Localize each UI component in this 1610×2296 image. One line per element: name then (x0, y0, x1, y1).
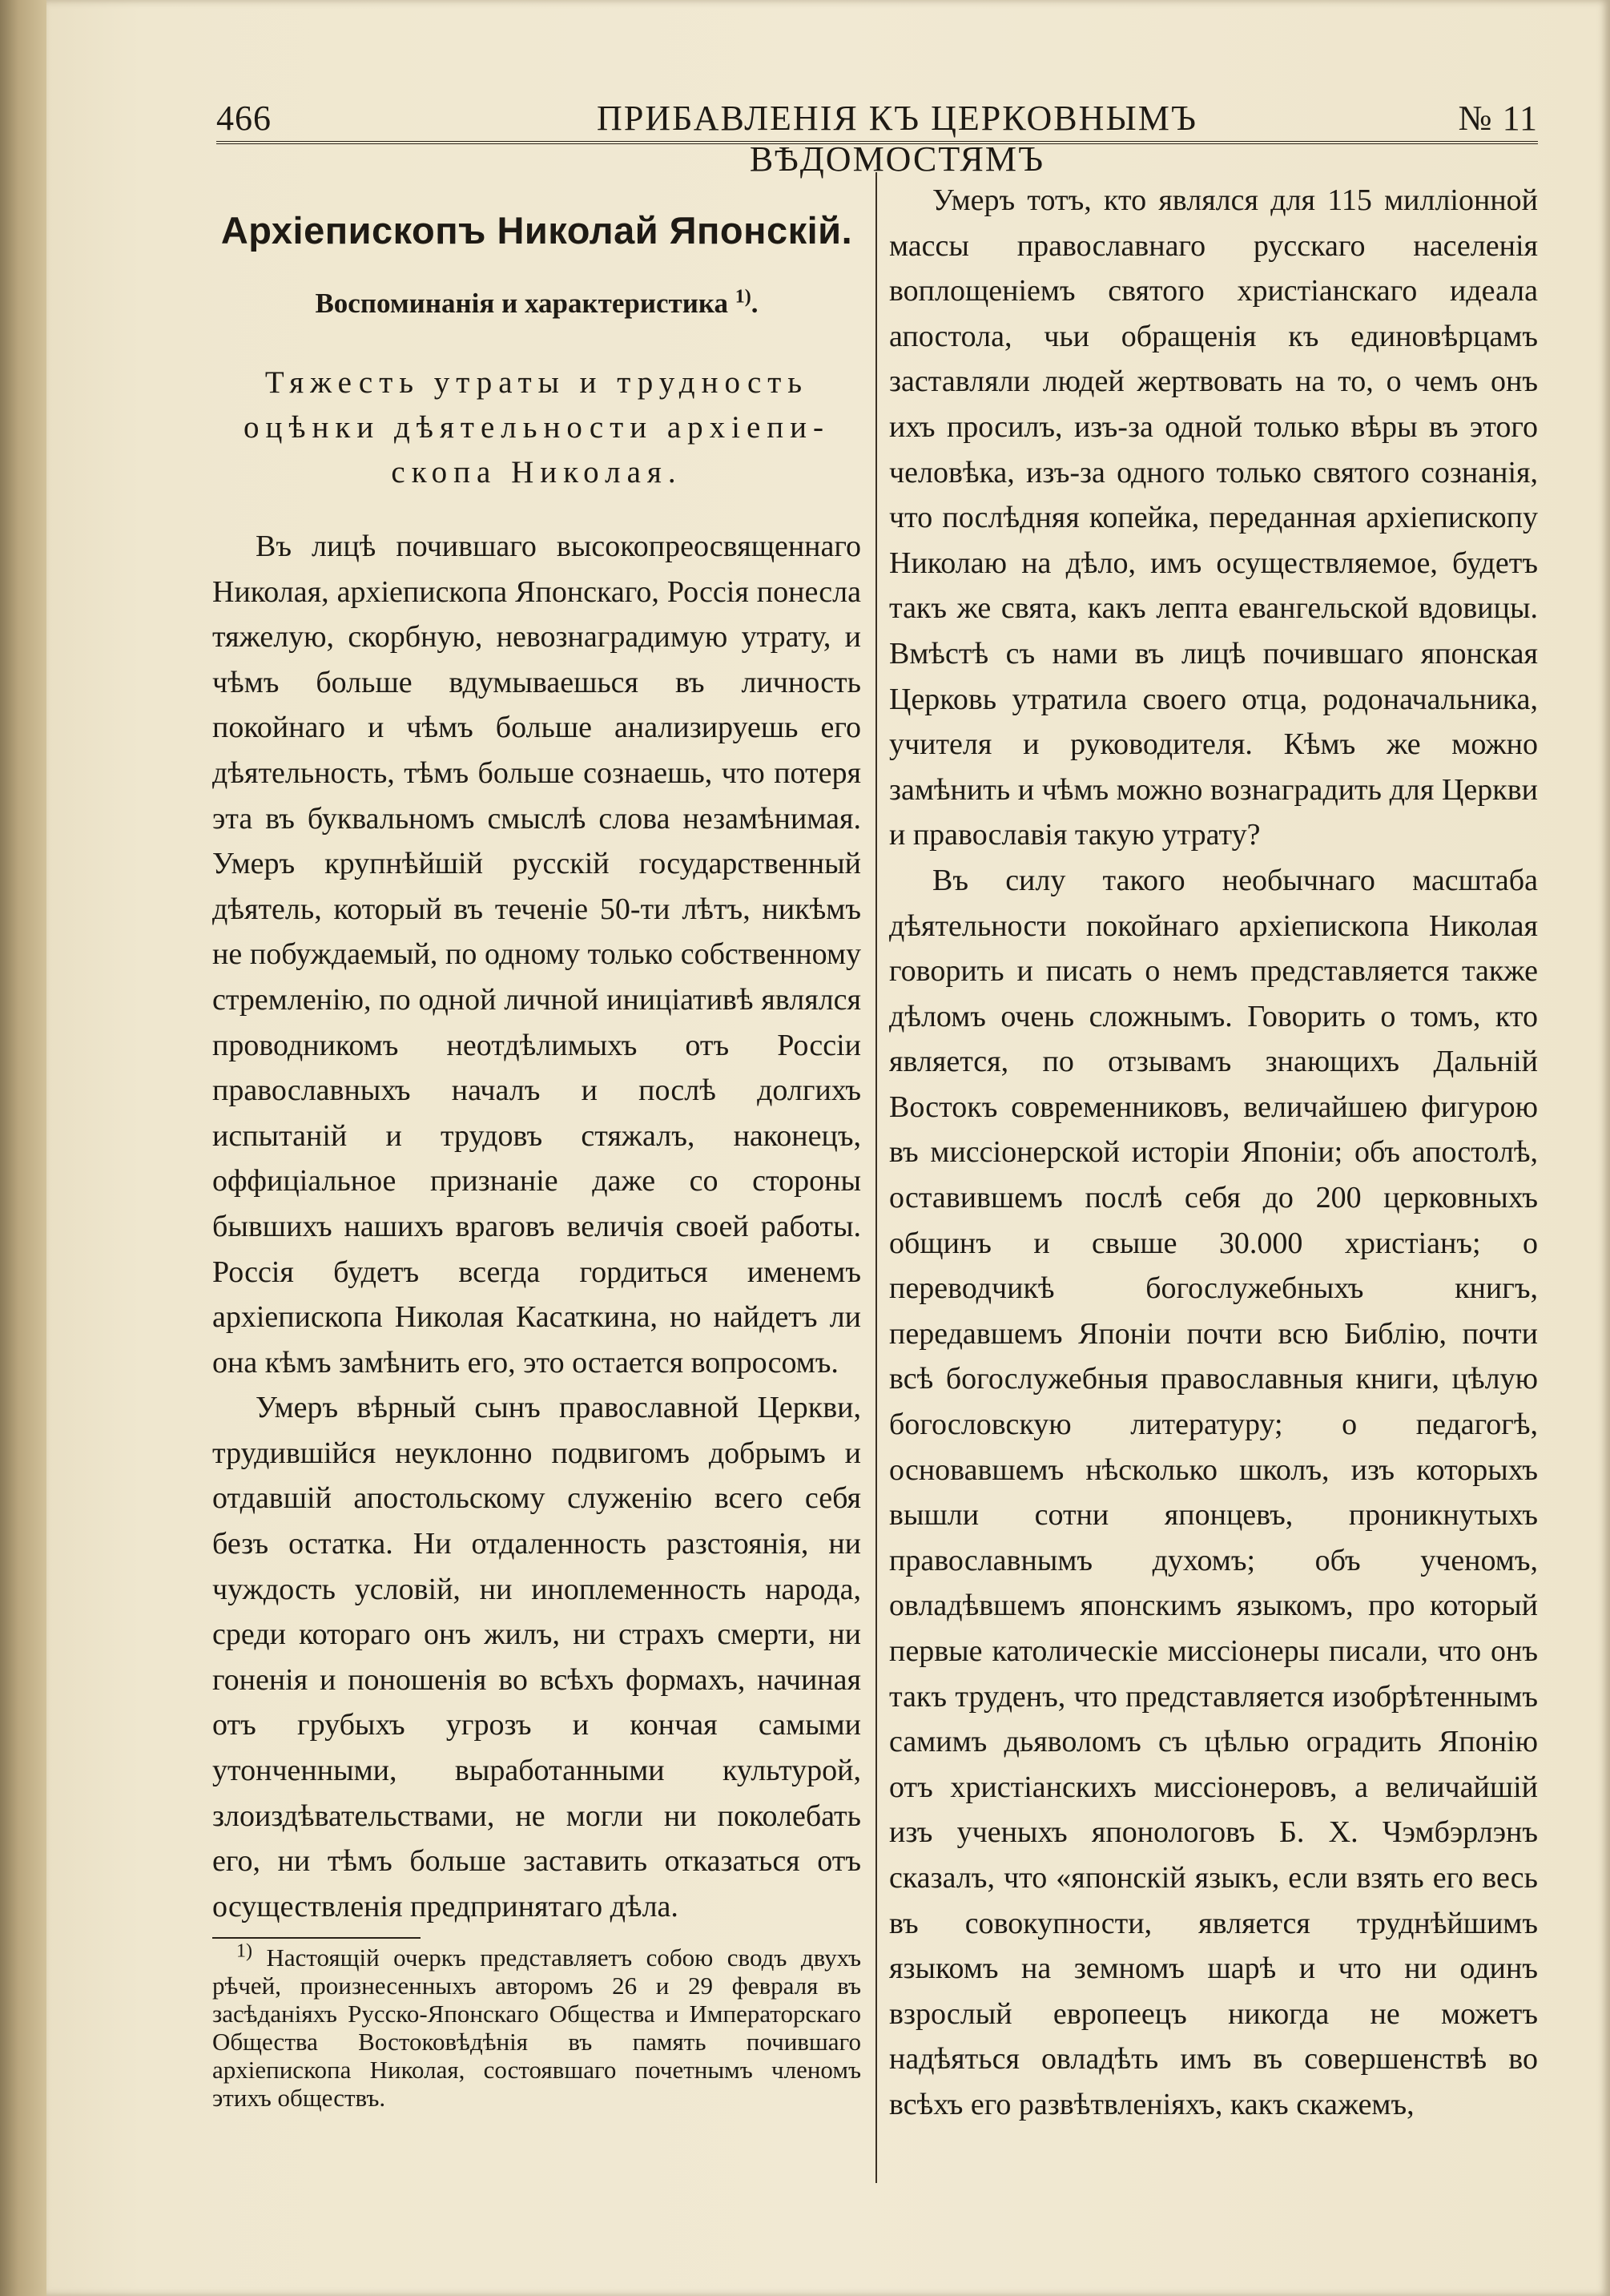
left-column (212, 207, 861, 2112)
running-header (216, 90, 1538, 179)
paragraph: Умеръ тотъ, кто являлся для 115 милліонной массы православнаго русскаго населенія воплощеніемъ святого христіанскаго идеала апостола, чьи обращенія къ единовѣрцамъ заставляли людей жертвовать на то, о чемъ онъ ихъ просилъ, изъ-за одной только вѣры въ этого человѣка, изъ-за одного только святого сознанія, что послѣдняя копейка, переданная архіепископу Николаю на дѣло, имъ осуществляемое, будетъ такъ же свята, какъ лепта евангельской вдовицы. Вмѣстѣ съ нами въ лицѣ почившаго японская Церковь утратила своего отца, родоначальника, учителя и руководителя. Кѣмъ же можно замѣнить и чѣмъ можно вознаградить для Церкви и православія такую утрату? (889, 183, 1538, 852)
right-column (889, 178, 1538, 2128)
footnote-text: Настоящій очеркъ представляетъ собою сводъ двухъ рѣчей, произнесенныхъ авторомъ 26 и 29 февраля въ засѣданіяхъ Русско-Японскаго Общества и Императорскаго Общества Востоковѣдѣнія въ память почившаго архіепископа Николая, состоявшаго почетнымъ членомъ этихъ обществъ. (212, 1944, 862, 2113)
issue-number: № 11 (1458, 99, 1538, 138)
section-heading-line: оцѣнки дѣятельности архіепи- (243, 410, 831, 445)
book-spine-shadow (0, 0, 46, 2296)
paragraph: Въ силу такого необычнаго масштаба дѣятельности покойнаго архіепископа Николая говорить и писать о немъ представляется также дѣломъ очень сложнымъ. Говорить о томъ, кто является, по отзывамъ знающихъ Дальній Востокъ современниковъ, величайшею фигурою въ миссіонерской исторіи Японіи; объ апостолѣ, оставившемъ послѣ себя до 200 церковныхъ общинъ и свыше 30.000 христіанъ; о переводчикѣ богослужебныхъ книгъ, передавшемъ Японіи почти всю Библію, почти всѣ богослужебныя православныя книги, цѣлую богословскую литературу; о педагогѣ, основавшемъ нѣсколько школъ, изъ которыхъ вышли сотни японцевъ, проникнутыхъ православнымъ духомъ; объ ученомъ, овладѣвшемъ японскимъ языкомъ, про который первые католическіе миссіонеры писали, что онъ такъ труденъ, что представляется изобрѣтеннымъ самимъ дьяволомъ съ цѣлью оградить Японію отъ христіанскихъ миссіонеровъ, а величайшій изъ ученыхъ японологовъ Б. Х. Чэмбэрлэнъ сказалъ, что «японскій языкъ, если взять его весь въ совокупности, является труднѣйшимъ языкомъ на земномъ шарѣ и что ни одинъ взрослый европеецъ никогда не можетъ надѣяться овладѣть имъ въ совершенствѣ во всѣхъ его развѣтвленіяхъ, какъ скажемъ, (889, 863, 1538, 2121)
column-separator (875, 172, 877, 2183)
section-heading-line: скопа Николая. (391, 455, 682, 489)
footnote-rule (212, 1937, 421, 1939)
article-subtitle: Воспоминанія и характеристика $^{1)}$. (315, 286, 759, 319)
subtitle-text: Воспоминанія и характеристика (315, 288, 729, 319)
section-heading (212, 361, 861, 495)
paragraph: Умеръ вѣрный сынъ православной Церкви, трудившійся неуклонно подвигомъ добрымъ и отдавшій апостольскому служенію всего себя безъ остатка. Ни отдаленность разстоянія, ни чуждость условій, ни иноплеменность народа, среди котораго онъ жилъ, ни страхъ смерти, ни гоненія и поношенія во всѣхъ формахъ, начиная отъ грубыхъ угрозъ и кончая самыми утонченными, выработанными культурой, злоиздѣвательствами, не могли ни поколебать его, ни тѣмъ больше заставить отказаться отъ осуществленія предпринятаго дѣла. (212, 1391, 861, 1923)
article-title: Архіепископъ Николай Японскій. (220, 209, 853, 252)
header-rule (216, 141, 1538, 144)
running-title: ПРИБАВЛЕНІЯ КЪ ЦЕРКОВНЫМЪ ВѢДОМОСТЯМЪ (597, 99, 1197, 179)
paragraph: Въ лицѣ почившаго высокопреосвященнаго Николая, архіепископа Японскаго, Россія понесла тяжелую, скорбную, невознаградимую утрату, и чѣмъ больше вдумываешься въ личность покойнаго и чѣмъ больше анализируешь его дѣятельность, тѣмъ больше сознаешь, что потеря эта въ буквальномъ смыслѣ слова незамѣнимая. Умеръ крупнѣйшій русскій государственный дѣятель, который въ теченіе 50-ти лѣтъ, никѣмъ не побуждаемый, по одному только собственному стремленію, по одной личной иниціативѣ являлся проводникомъ неотдѣлимыхъ отъ Россіи православныхъ началъ и послѣ долгихъ испытаній и трудовъ стяжалъ, наконецъ, оффиціальное признаніе даже со стороны бывшихъ нашихъ враговъ величія своей работы. Россія будетъ всегда гордиться именемъ архіепископа Николая Касаткина, но найдетъ ли она кѣмъ замѣнить его, это остается вопросомъ. (212, 530, 861, 1380)
section-heading-line: Тяжесть утраты и трудность (264, 365, 809, 400)
footnote-marker: 1) (735, 286, 751, 308)
page-number: 466 (216, 99, 272, 138)
footnote (212, 1941, 862, 2113)
footnote-number: 1) (236, 1941, 252, 1963)
